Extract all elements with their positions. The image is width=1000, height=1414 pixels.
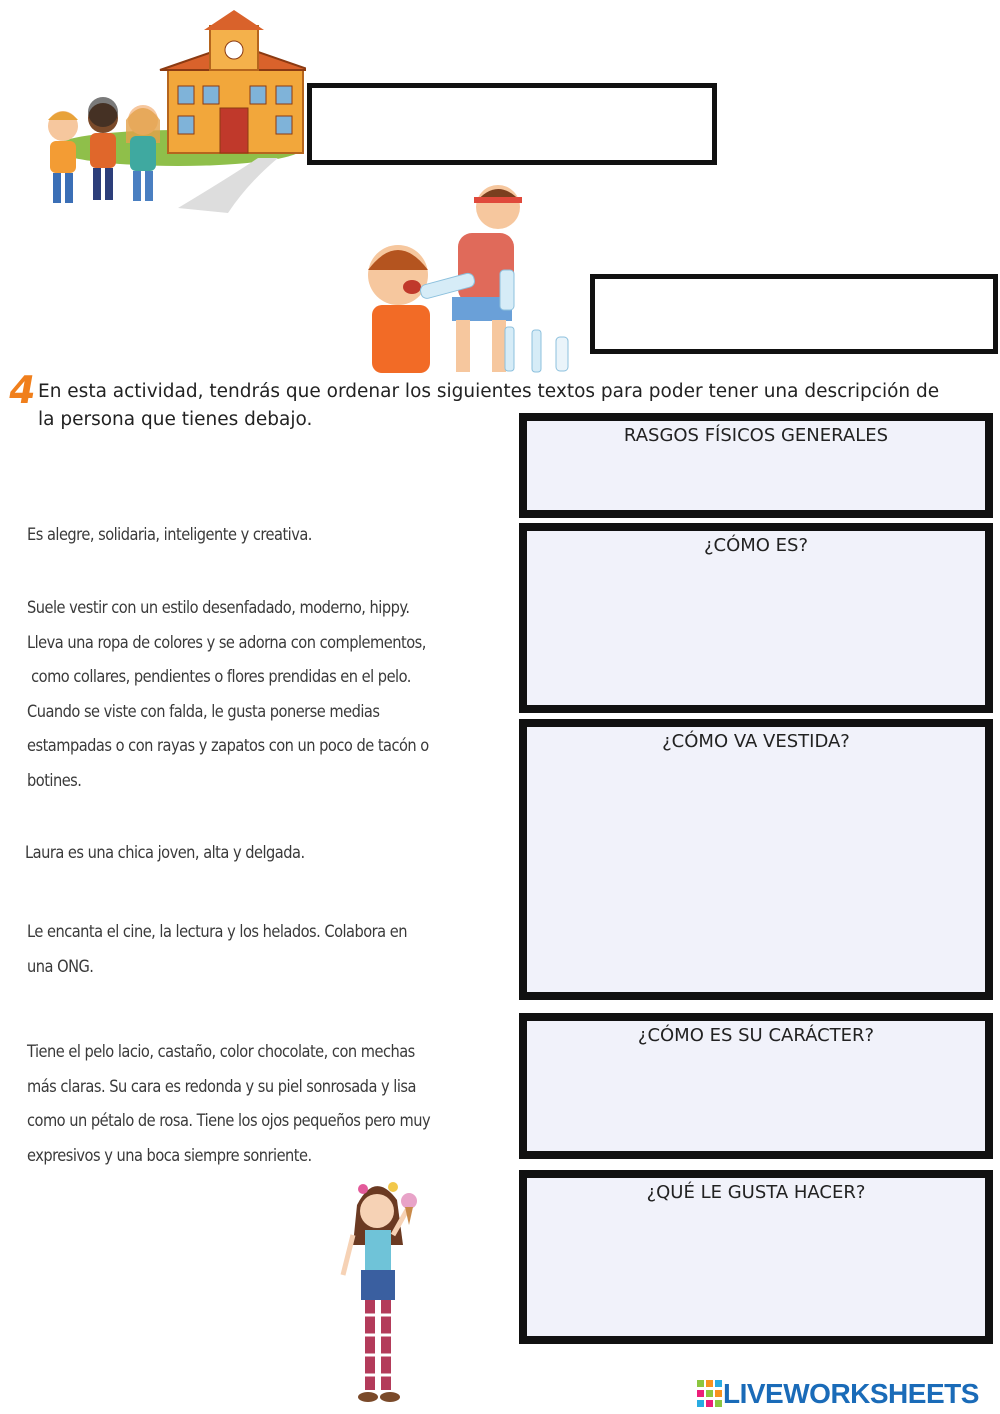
text-line: Es alegre, solidaria, inteligente y creativa.: [27, 525, 312, 545]
drop-box-title: ¿CÓMO ES?: [703, 535, 809, 556]
girl-laura-illustration: [335, 1175, 425, 1410]
text-card-personality[interactable]: [27, 518, 312, 553]
text-card-general-traits[interactable]: [25, 836, 305, 871]
text-line: Suele vestir con un estilo desenfadado, moderno, hippy.: [27, 598, 410, 618]
text-card-clothing[interactable]: [27, 591, 429, 798]
drop-box-general-traits[interactable]: [519, 413, 993, 518]
text-card-appearance[interactable]: [27, 1035, 430, 1173]
logo-text: LIVEWORKSHEETS: [723, 1378, 979, 1409]
logo-grid-icon: [697, 1380, 723, 1408]
text-line: Le encanta el cine, la lectura y los helados. Colabora en: [27, 922, 407, 942]
drop-box-personality[interactable]: [519, 1013, 993, 1159]
text-line: Tiene el pelo lacio, castaño, color chocolate, con mechas: [27, 1042, 415, 1062]
text-line: una ONG.: [27, 956, 94, 977]
drop-box-title: RASGOS FÍSICOS GENERALES: [623, 425, 889, 446]
text-line: estampadas o con rayas y zapatos con un poco de tacón o: [27, 736, 429, 756]
drop-box-appearance[interactable]: [519, 523, 993, 713]
text-line: Cuando se viste con falda, le gusta ponerse medias: [27, 701, 380, 722]
answer-field-top[interactable]: [307, 83, 717, 165]
text-line: como collares, pendientes o flores prendidas en el pelo.: [27, 667, 411, 687]
text-line: Lleva una ropa de colores y se adorna con complementos,: [27, 632, 426, 653]
text-line: expresivos y una boca siempre sonriente.: [27, 1145, 312, 1166]
text-line: como un pétalo de rosa. Tiene los ojos pequeños pero muy: [27, 1111, 431, 1131]
drop-box-title: ¿CÓMO VA VESTIDA?: [662, 731, 850, 752]
text-line: botines.: [27, 770, 82, 791]
drop-box-title: ¿CÓMO ES SU CARÁCTER?: [637, 1025, 875, 1046]
instruction-line-2: la persona que tienes debajo.: [38, 409, 313, 430]
instruction-line-1: En esta actividad, tendrás que ordenar los siguientes textos para poder tener una descripción de: [38, 381, 940, 402]
drop-box-clothing[interactable]: [519, 719, 993, 1000]
answer-field-right[interactable]: [590, 274, 998, 354]
liveworksheets-logo: [697, 1378, 979, 1410]
water-kids-illustration: [360, 175, 585, 373]
drop-box-hobbies[interactable]: [519, 1170, 993, 1344]
text-card-hobbies[interactable]: [27, 915, 407, 984]
activity-number: 4: [5, 368, 40, 412]
drop-box-title: ¿QUÉ LE GUSTA HACER?: [646, 1182, 866, 1203]
text-line: Laura es una chica joven, alta y delgada.: [25, 843, 305, 863]
text-line: más claras. Su cara es redonda y su piel sonrosada y lisa: [27, 1076, 416, 1097]
school-kids-illustration: [28, 8, 306, 213]
